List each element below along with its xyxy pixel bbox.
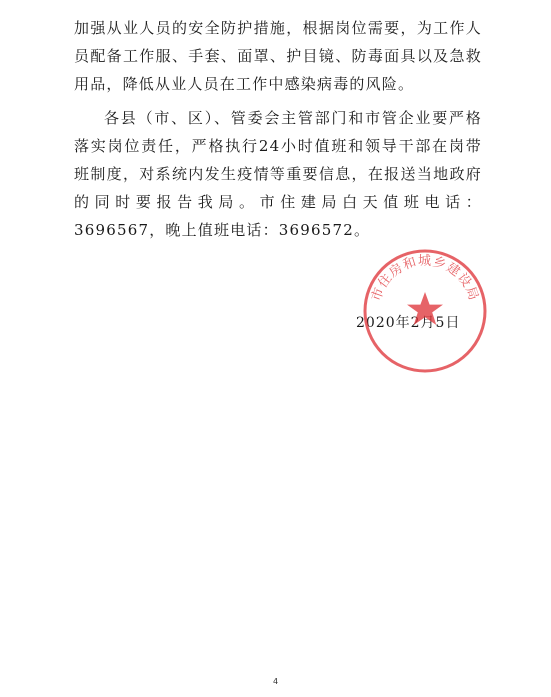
official-seal-icon [362,248,488,374]
document-body [74,14,482,244]
paragraph-duty-responsibility: 各县（市、区）、管委会主管部门和市管企业要严格落实岗位责任，严格执行24小时值班和领导干部在岗带班制度，对系统内发生疫情等重要信息，在报送当地政府的同时要报告我局。市住建局白天值班电话：3696567，晚上值班电话：3696572。 [74,109,482,239]
seal-star-icon [407,292,443,325]
signing-date: 2020年2月5日 [356,315,461,331]
seal-text: 市住房和城乡建设局 [369,254,481,304]
paragraph-protection-measures: 加强从业人员的安全防护措施，根据岗位需要，为工作人员配备工作服、手套、面罩、护目镜、防毒面具以及急救用品，降低从业人员在工作中感染病毒的风险。 [74,19,482,93]
page-number: 4 [272,677,279,686]
